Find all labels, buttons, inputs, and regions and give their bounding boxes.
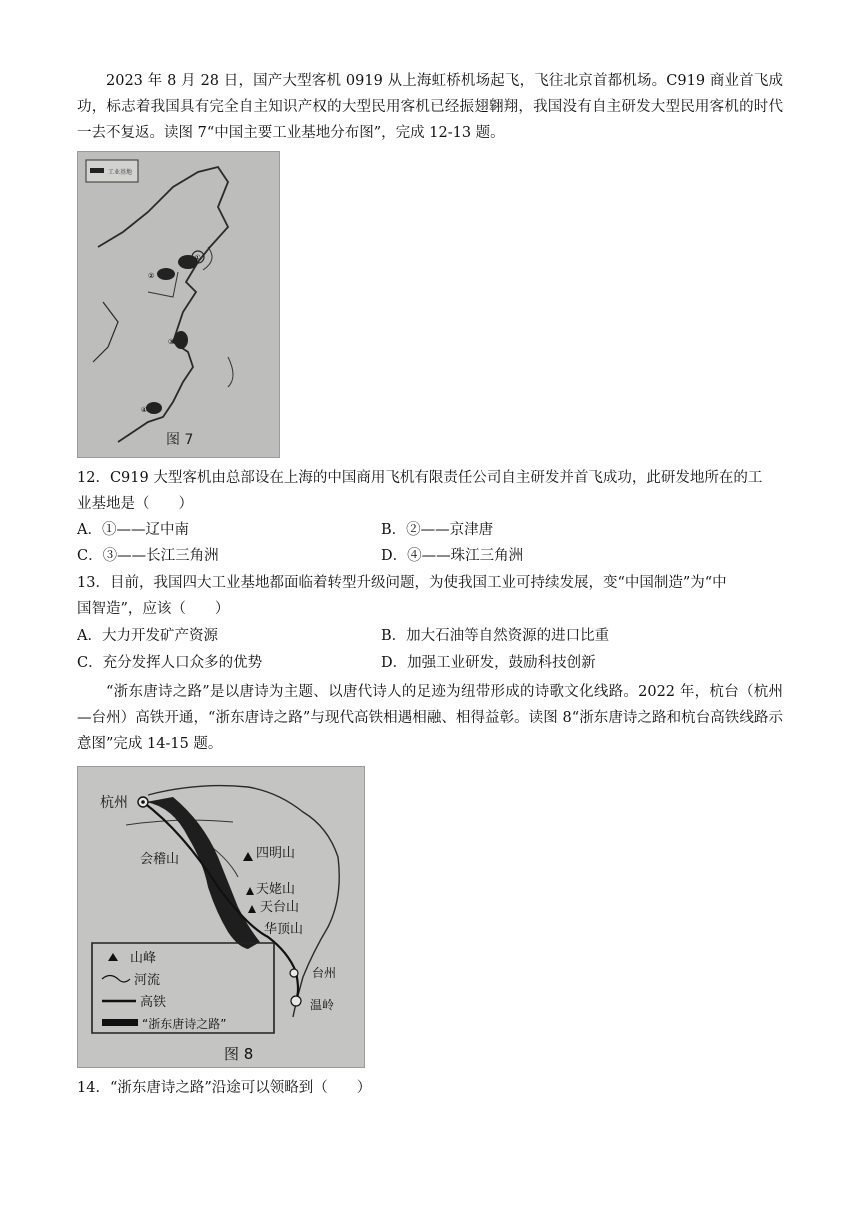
label-siming-mountain: 四明山 [256, 846, 296, 861]
figure-7-legend-label: 工业基地 [108, 169, 133, 176]
question-12-option-b: B．②——京津唐 [381, 522, 494, 538]
hangzhou-city-marker [138, 797, 148, 807]
label-kuaiji-mountain: 会稽山 [140, 852, 180, 867]
question-12-stem-line-1: 12．C919 大型客机由总部设在上海的中国商用飞机有限责任公司自主研发并首飞成功，此研发地所在的工 [77, 470, 763, 486]
question-13-stem-line-2: 国智造”，应该（ ） [77, 601, 230, 617]
question-13-option-b: B．加大石油等自然资源的进口比重 [381, 628, 610, 644]
label-tiantai-mountain: 天台山 [260, 900, 300, 915]
label-taizhou: 台州 [312, 966, 337, 980]
figure-8-poetry-road-rail-map [77, 766, 365, 1068]
svg-text:①: ① [194, 254, 201, 262]
wenling-city-marker [291, 996, 301, 1006]
question-12-option-d: D．④——珠江三角洲 [381, 548, 524, 564]
figure-8-caption: 图 8 [224, 1045, 254, 1063]
figure-7-industrial-bases-map [77, 151, 280, 458]
label-huading-mountain: 华顶山 [264, 922, 304, 937]
label-tianmu-mountain: 天姥山 [256, 882, 296, 897]
taizhou-city-marker [290, 969, 298, 977]
legend-river-label: 河流 [134, 973, 161, 988]
legend-route-label: “浙东唐诗之路” [142, 1017, 227, 1031]
question-12-option-a: A．①——辽中南 [77, 522, 189, 538]
legend-rail-label: 高铁 [140, 995, 167, 1010]
question-12-stem-line-2: 业基地是（ ） [77, 496, 193, 512]
figure-7-legend [86, 160, 138, 182]
legend-peak-label: 山峰 [130, 951, 157, 966]
question-12-option-c: C．③——长江三角洲 [77, 548, 219, 564]
intro-paragraph-tang-poetry-road: “浙东唐诗之路”是以唐诗为主题、以唐代诗人的足迹为纽带形成的诗歌文化线路。2022 年，杭台（杭州—台州）高铁开通，“浙东唐诗之路”与现代高铁相遇相融、相得益彰。读图 8“浙东唐诗之路和杭台高铁线路示意图”完成 14-15 题。 [77, 684, 783, 752]
svg-text:③: ③ [168, 338, 175, 346]
question-14-stem: 14．“浙东唐诗之路”沿途可以领略到（ ） [77, 1080, 372, 1096]
label-wenling: 温岭 [310, 998, 335, 1012]
label-hangzhou: 杭州 [100, 795, 128, 811]
question-13-option-a: A．大力开发矿产资源 [77, 628, 218, 644]
svg-text:②: ② [148, 272, 155, 280]
intro-paragraph-c919: 2023 年 8 月 28 日，国产大型客机 0919 从上海虹桥机场起飞，飞往北京首都机场。C919 商业首飞成功，标志着我国具有完全自主知识产权的大型民用客机已经振翅翱翔，我国没有自主研发大型民用客机的时代一去不复返。读图 7“中国主要工业基地分布图”，完成 12-13 题。 [77, 73, 783, 141]
question-13-stem-line-1: 13．目前，我国四大工业基地都面临着转型升级问题，为使我国工业可持续发展，变“中国制造”为“中 [77, 575, 727, 591]
figure-7-caption: 图 7 [166, 432, 194, 448]
question-13-option-d: D．加强工业研发，鼓励科技创新 [381, 655, 596, 671]
legend-route-icon [102, 1019, 138, 1026]
svg-text:④: ④ [141, 406, 148, 414]
question-13-option-c: C．充分发挥人口众多的优势 [77, 655, 263, 671]
